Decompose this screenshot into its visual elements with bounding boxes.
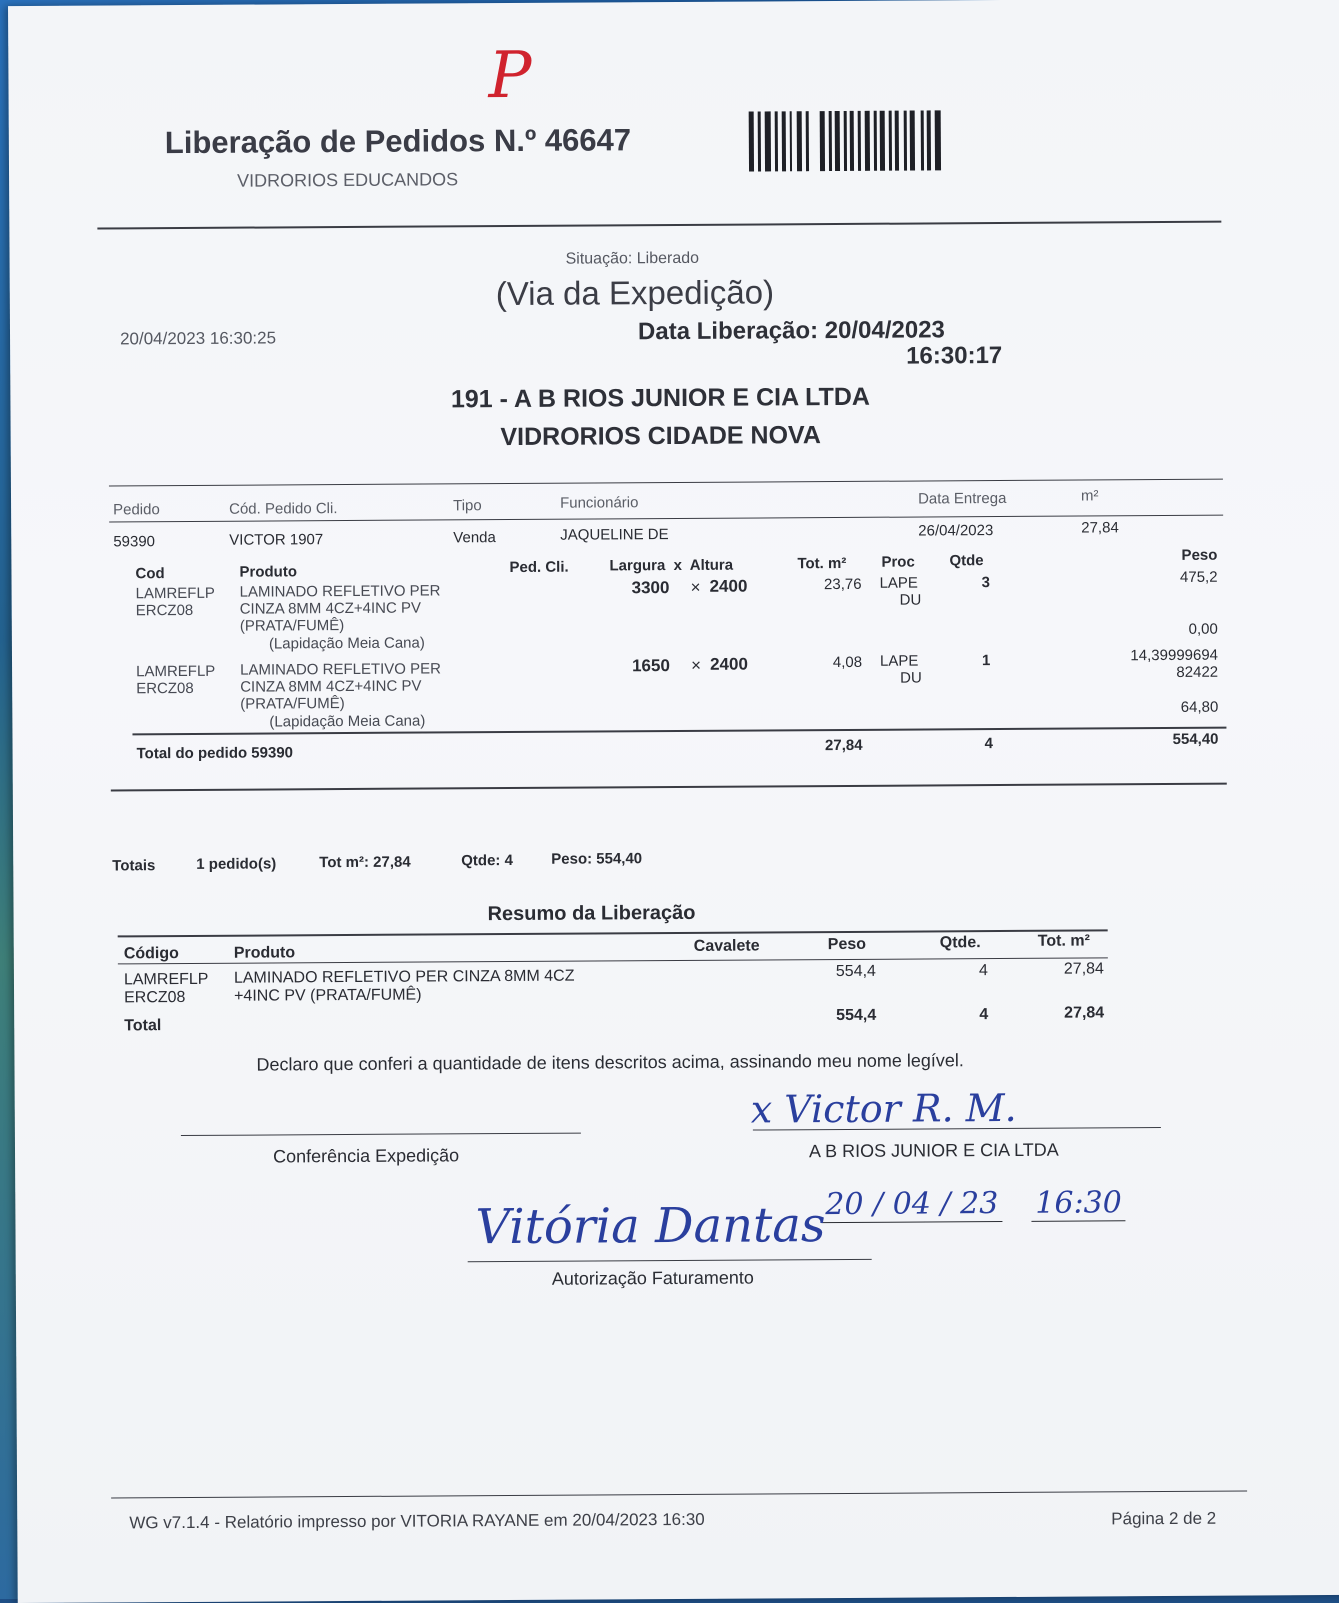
- order-total-m2: 27,84: [824, 736, 863, 755]
- release-time: 16:30:17: [906, 341, 1003, 370]
- item-peso-line: 82422: [1176, 663, 1219, 681]
- divider: [109, 479, 1223, 487]
- handwritten-time: 16:30: [1031, 1185, 1126, 1222]
- item-product-line: (PRATA/FUMÊ): [239, 617, 345, 635]
- item-code-line: ERCZ08: [135, 601, 194, 620]
- label-funcionario: Funcionário: [560, 494, 639, 512]
- declaration-text: Declaro que conferi a quantidade de itens descritos acima, assinando meu nome legível.: [256, 1050, 964, 1075]
- autorizacao-signature: Vitória Dantas: [475, 1197, 826, 1256]
- item-largura: 1650: [631, 656, 670, 676]
- resumo-code: [124, 971, 209, 1008]
- totals-peso: Peso: 554,40: [551, 850, 643, 868]
- item-product-line: (PRATA/FUMÊ): [240, 695, 345, 713]
- item-x: ×: [690, 655, 702, 675]
- value-tipo: Venda: [453, 529, 496, 547]
- col-ped-cli: Ped. Cli.: [509, 558, 569, 577]
- item-tot-m2: 4,08: [832, 653, 863, 672]
- label-tipo: Tipo: [453, 497, 482, 515]
- item-code-line: LAMREFLP: [136, 662, 216, 681]
- value-m2: 27,84: [1081, 519, 1119, 537]
- resumo-col-peso: Peso: [827, 935, 867, 954]
- col-qtde: Qtde: [949, 552, 984, 570]
- item-proc-line: DU: [900, 669, 922, 687]
- totals-m2: Tot m²: 27,84: [319, 853, 411, 872]
- resumo-total-peso: 554,4: [836, 1006, 877, 1025]
- label-cod-pedido-cli: Cód. Pedido Cli.: [229, 500, 338, 518]
- item-proc: [880, 652, 922, 686]
- item-proc: [880, 574, 922, 608]
- printed-timestamp: 20/04/2023 16:30:25: [119, 328, 277, 349]
- resumo-col-tot-m2: Tot. m²: [1037, 932, 1090, 950]
- status-text: Situação: Liberado: [565, 249, 700, 268]
- resumo-col-codigo: Código: [123, 945, 179, 963]
- value-cod-pedido-cli: VICTOR 1907: [229, 531, 324, 549]
- totals-qtde: Qtde: 4: [461, 851, 513, 870]
- footer-page-number: Página 2 de 2: [1111, 1508, 1217, 1529]
- divider: [111, 783, 1227, 792]
- company-subtitle: VIDRORIOS EDUCANDOS: [237, 169, 459, 191]
- item-product-line: CINZA 8MM 4CZ+4INC PV: [239, 599, 422, 618]
- client-name: 191 - A B RIOS JUNIOR E CIA LTDA: [450, 382, 871, 414]
- barcode: [749, 110, 949, 171]
- col-tot-m2: Tot. m²: [797, 554, 847, 573]
- footer-divider: [111, 1491, 1247, 1499]
- handwritten-mark: P: [488, 38, 532, 114]
- resumo-title: Resumo da Liberação: [487, 901, 696, 926]
- footer-printed-by: WG v7.1.4 - Relatório impresso por VITORIA RAYANE em 20/04/2023 16:30: [129, 1509, 705, 1533]
- order-total-qtde: 4: [984, 735, 993, 753]
- item-code-line: ERCZ08: [136, 679, 194, 698]
- item-code: [136, 663, 215, 697]
- item-process: (Lapidação Meia Cana): [269, 712, 426, 731]
- resumo-code-line: LAMREFLP: [123, 970, 209, 989]
- item-altura: 2400: [709, 576, 748, 596]
- label-pedido: Pedido: [113, 501, 160, 519]
- col-produto: Produto: [239, 563, 298, 581]
- item-proc-line: LAPE: [879, 652, 919, 670]
- value-pedido: 59390: [113, 533, 156, 551]
- col-peso: Peso: [1181, 546, 1218, 564]
- item-code: [136, 585, 215, 619]
- signature-line: [468, 1259, 872, 1262]
- item-proc-line: LAPE: [879, 574, 918, 592]
- item-proc-line: DU: [899, 591, 922, 609]
- client-store: VIDRORIOS CIDADE NOVA: [500, 421, 821, 452]
- signature-line: [181, 1133, 581, 1136]
- divider: [97, 221, 1221, 230]
- client-signature: x Victor R. M.: [750, 1085, 1017, 1132]
- value-data-entrega: 26/04/2023: [918, 522, 994, 540]
- client-signature-label: A B RIOS JUNIOR E CIA LTDA: [808, 1139, 1059, 1162]
- document-title: Liberação de Pedidos N.º 46647: [164, 122, 632, 161]
- order-total-peso: 554,40: [1172, 730, 1219, 748]
- totals-label: Totais: [112, 857, 156, 875]
- label-m2: m²: [1080, 487, 1099, 505]
- item-peso: 475,2: [1179, 568, 1218, 586]
- resumo-col-qtde: Qtde.: [939, 934, 981, 952]
- label-data-entrega: Data Entrega: [917, 489, 1007, 508]
- item-peso-extra: 0,00: [1188, 620, 1218, 638]
- item-product-line: LAMINADO REFLETIVO PER: [240, 660, 441, 679]
- totals-pedidos: 1 pedido(s): [196, 855, 277, 873]
- resumo-col-cavalete: Cavalete: [693, 937, 760, 955]
- item-product-line: CINZA 8MM 4CZ+4INC PV: [240, 677, 422, 696]
- item-peso-line: 14,39999694: [1130, 646, 1219, 665]
- item-peso-extra: 64,80: [1180, 698, 1219, 716]
- col-largura-altura: Largura x Altura: [609, 556, 734, 575]
- item-qtde: 3: [981, 574, 990, 592]
- item-tot-m2: 23,76: [823, 575, 862, 594]
- item-product: [240, 660, 441, 712]
- resumo-peso: 554,4: [835, 962, 876, 981]
- resumo-code-line: ERCZ08: [124, 989, 186, 1007]
- col-cod: Cod: [135, 565, 165, 583]
- resumo-tot-m2: 27,84: [1063, 960, 1104, 978]
- item-x: ×: [690, 577, 701, 597]
- order-total-label: Total do pedido 59390: [136, 744, 294, 763]
- item-peso: [1072, 647, 1218, 682]
- resumo-col-produto: Produto: [233, 944, 296, 962]
- handwritten-date: 20 / 04 / 23: [821, 1186, 1002, 1223]
- item-product: [240, 582, 441, 634]
- resumo-total-label: Total: [124, 1017, 162, 1035]
- item-altura: 2400: [709, 654, 748, 674]
- resumo-total-tot-m2: 27,84: [1064, 1004, 1105, 1022]
- resumo-qtde: 4: [978, 962, 988, 980]
- release-date: Data Liberação: 20/04/2023: [637, 316, 945, 346]
- col-proc: Proc: [881, 553, 915, 571]
- conferencia-label: Conferência Expedição: [272, 1145, 460, 1167]
- resumo-product: [234, 968, 575, 1006]
- document-page: [8, 0, 1339, 1603]
- via-title: (Via da Expedição): [495, 273, 775, 313]
- item-qtde: 1: [981, 652, 991, 670]
- item-product-line: LAMINADO REFLETIVO PER: [239, 582, 441, 601]
- item-largura: 3300: [631, 578, 670, 598]
- value-funcionario: JAQUELINE DE: [560, 526, 669, 544]
- item-code-line: LAMREFLP: [135, 584, 215, 603]
- resumo-product-line: +4INC PV (PRATA/FUMÊ): [234, 986, 422, 1005]
- resumo-product-line: LAMINADO REFLETIVO PER CINZA 8MM 4CZ: [233, 967, 575, 987]
- autorizacao-label: Autorização Faturamento: [551, 1267, 754, 1289]
- resumo-total-qtde: 4: [979, 1006, 989, 1024]
- item-process: (Lapidação Meia Cana): [268, 634, 425, 653]
